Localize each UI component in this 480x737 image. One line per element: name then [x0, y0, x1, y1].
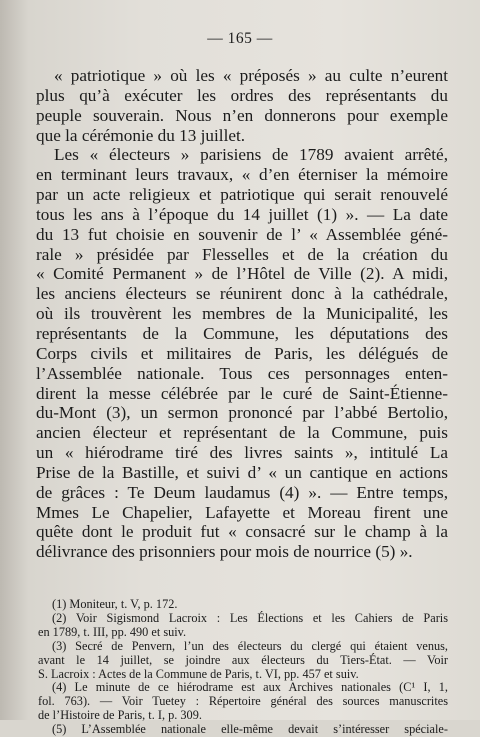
body-text-line: « Comité Permanent » de l’Hôtel de Ville (2). A midi,	[36, 264, 448, 284]
body-text-line: en terminant leurs travaux, « d’en éterniser la mémoire	[36, 165, 448, 185]
body-text-line: Mmes Le Chapelier, Lafayette et Moreau firent une	[36, 502, 448, 522]
body-text	[36, 66, 448, 562]
body-text-line: ancien électeur et représentant de la Commune, puis	[36, 423, 448, 443]
footnote-line: (2) Voir Sigismond Lacroix : Les Élections et les Cahiers de Paris	[52, 610, 448, 625]
footnote-line: (1) Moniteur, t. V, p. 172.	[52, 597, 178, 611]
body-text-line: par un acte religieux et patriotique qui serait renouvelé	[36, 185, 448, 205]
body-text-line: l’Assemblée nationale. Tous ces personnages enten-	[36, 363, 448, 383]
body-text-line: quête dont le produit fut « consacré sur le champ à la	[36, 522, 448, 542]
body-text-line: plus qu’à exécuter les ordres des représentants du	[36, 85, 448, 105]
footnote-line: avant le 14 juillet, se joindre aux électeurs du Tiers-État. — Voir	[38, 652, 448, 667]
body-text-line: dirent la messe célébrée par le curé de Saint-Étienne-	[36, 383, 448, 403]
footnote-line: fol. 763). — Voir Tuetey : Répertoire général des sources manuscrites	[38, 694, 448, 709]
body-text-line: délivrance des prisonniers pour mois de nourrice (5) ».	[36, 542, 413, 562]
body-text-line: « patriotique » où les « préposés » au culte n’eurent	[54, 66, 448, 85]
body-text-line: où ils trouvèrent les membres de la Municipalité, les	[36, 304, 448, 324]
body-text-line: Corps civils et militaires de Paris, les délégués de	[36, 343, 448, 363]
body-text-line: que la cérémonie du 13 juillet.	[36, 125, 246, 145]
body-text-line: de grâces : Te Deum laudamus (4) ». — Entre temps,	[36, 482, 448, 502]
body-text-line: tous les ans à l’époque du 14 juillet (1) ». — La date	[36, 204, 448, 224]
body-text-line: Les « électeurs » parisiens de 1789 avaient arrêté,	[54, 145, 448, 165]
body-text-line: les anciens électeurs se réunirent donc à la cathédrale,	[36, 284, 448, 304]
footnote-line: S. Lacroix : Actes de la Commune de Paris, t. VI, pp. 457 et suiv.	[38, 666, 359, 681]
footnote-line: de l’Histoire de Paris, t. I, p. 309.	[38, 708, 202, 723]
footnote-line: (4) Le minute de ce hiérodrame est aux Archives nationales (C¹ I, 1,	[52, 680, 448, 695]
footnote-line: (3) Secré de Penvern, l’un des électeurs du clergé qui étaient venus,	[52, 638, 448, 653]
body-text-line: un « hiérodrame tiré des livres saints », intitulé La	[36, 443, 448, 463]
footnote-line: en 1789, t. III, pp. 490 et suiv.	[38, 624, 187, 639]
body-text-line: représentants de la Commune, les députations des	[36, 323, 448, 343]
page-number: — 165 —	[207, 30, 273, 47]
body-text-line: du-Mont (3), un sermon prononcé par l’abbé Bertolio,	[36, 403, 448, 423]
body-text-line: Prise de la Bastille, et suivi d’ « un cantique en actions	[36, 462, 448, 482]
footnote-line: (5) L’Assemblée nationale elle-même devait s’intéresser spéciale-	[52, 722, 448, 737]
body-text-line: peuple souverain. Nous n’en donnerons pour exemple	[36, 105, 448, 125]
body-text-line: du 13 fut choisie en souvenir de l’ « Assemblée géné-	[36, 224, 448, 244]
footnotes	[38, 598, 448, 737]
body-text-line: rale » présidée par Flesselles et de la création du	[36, 244, 448, 264]
